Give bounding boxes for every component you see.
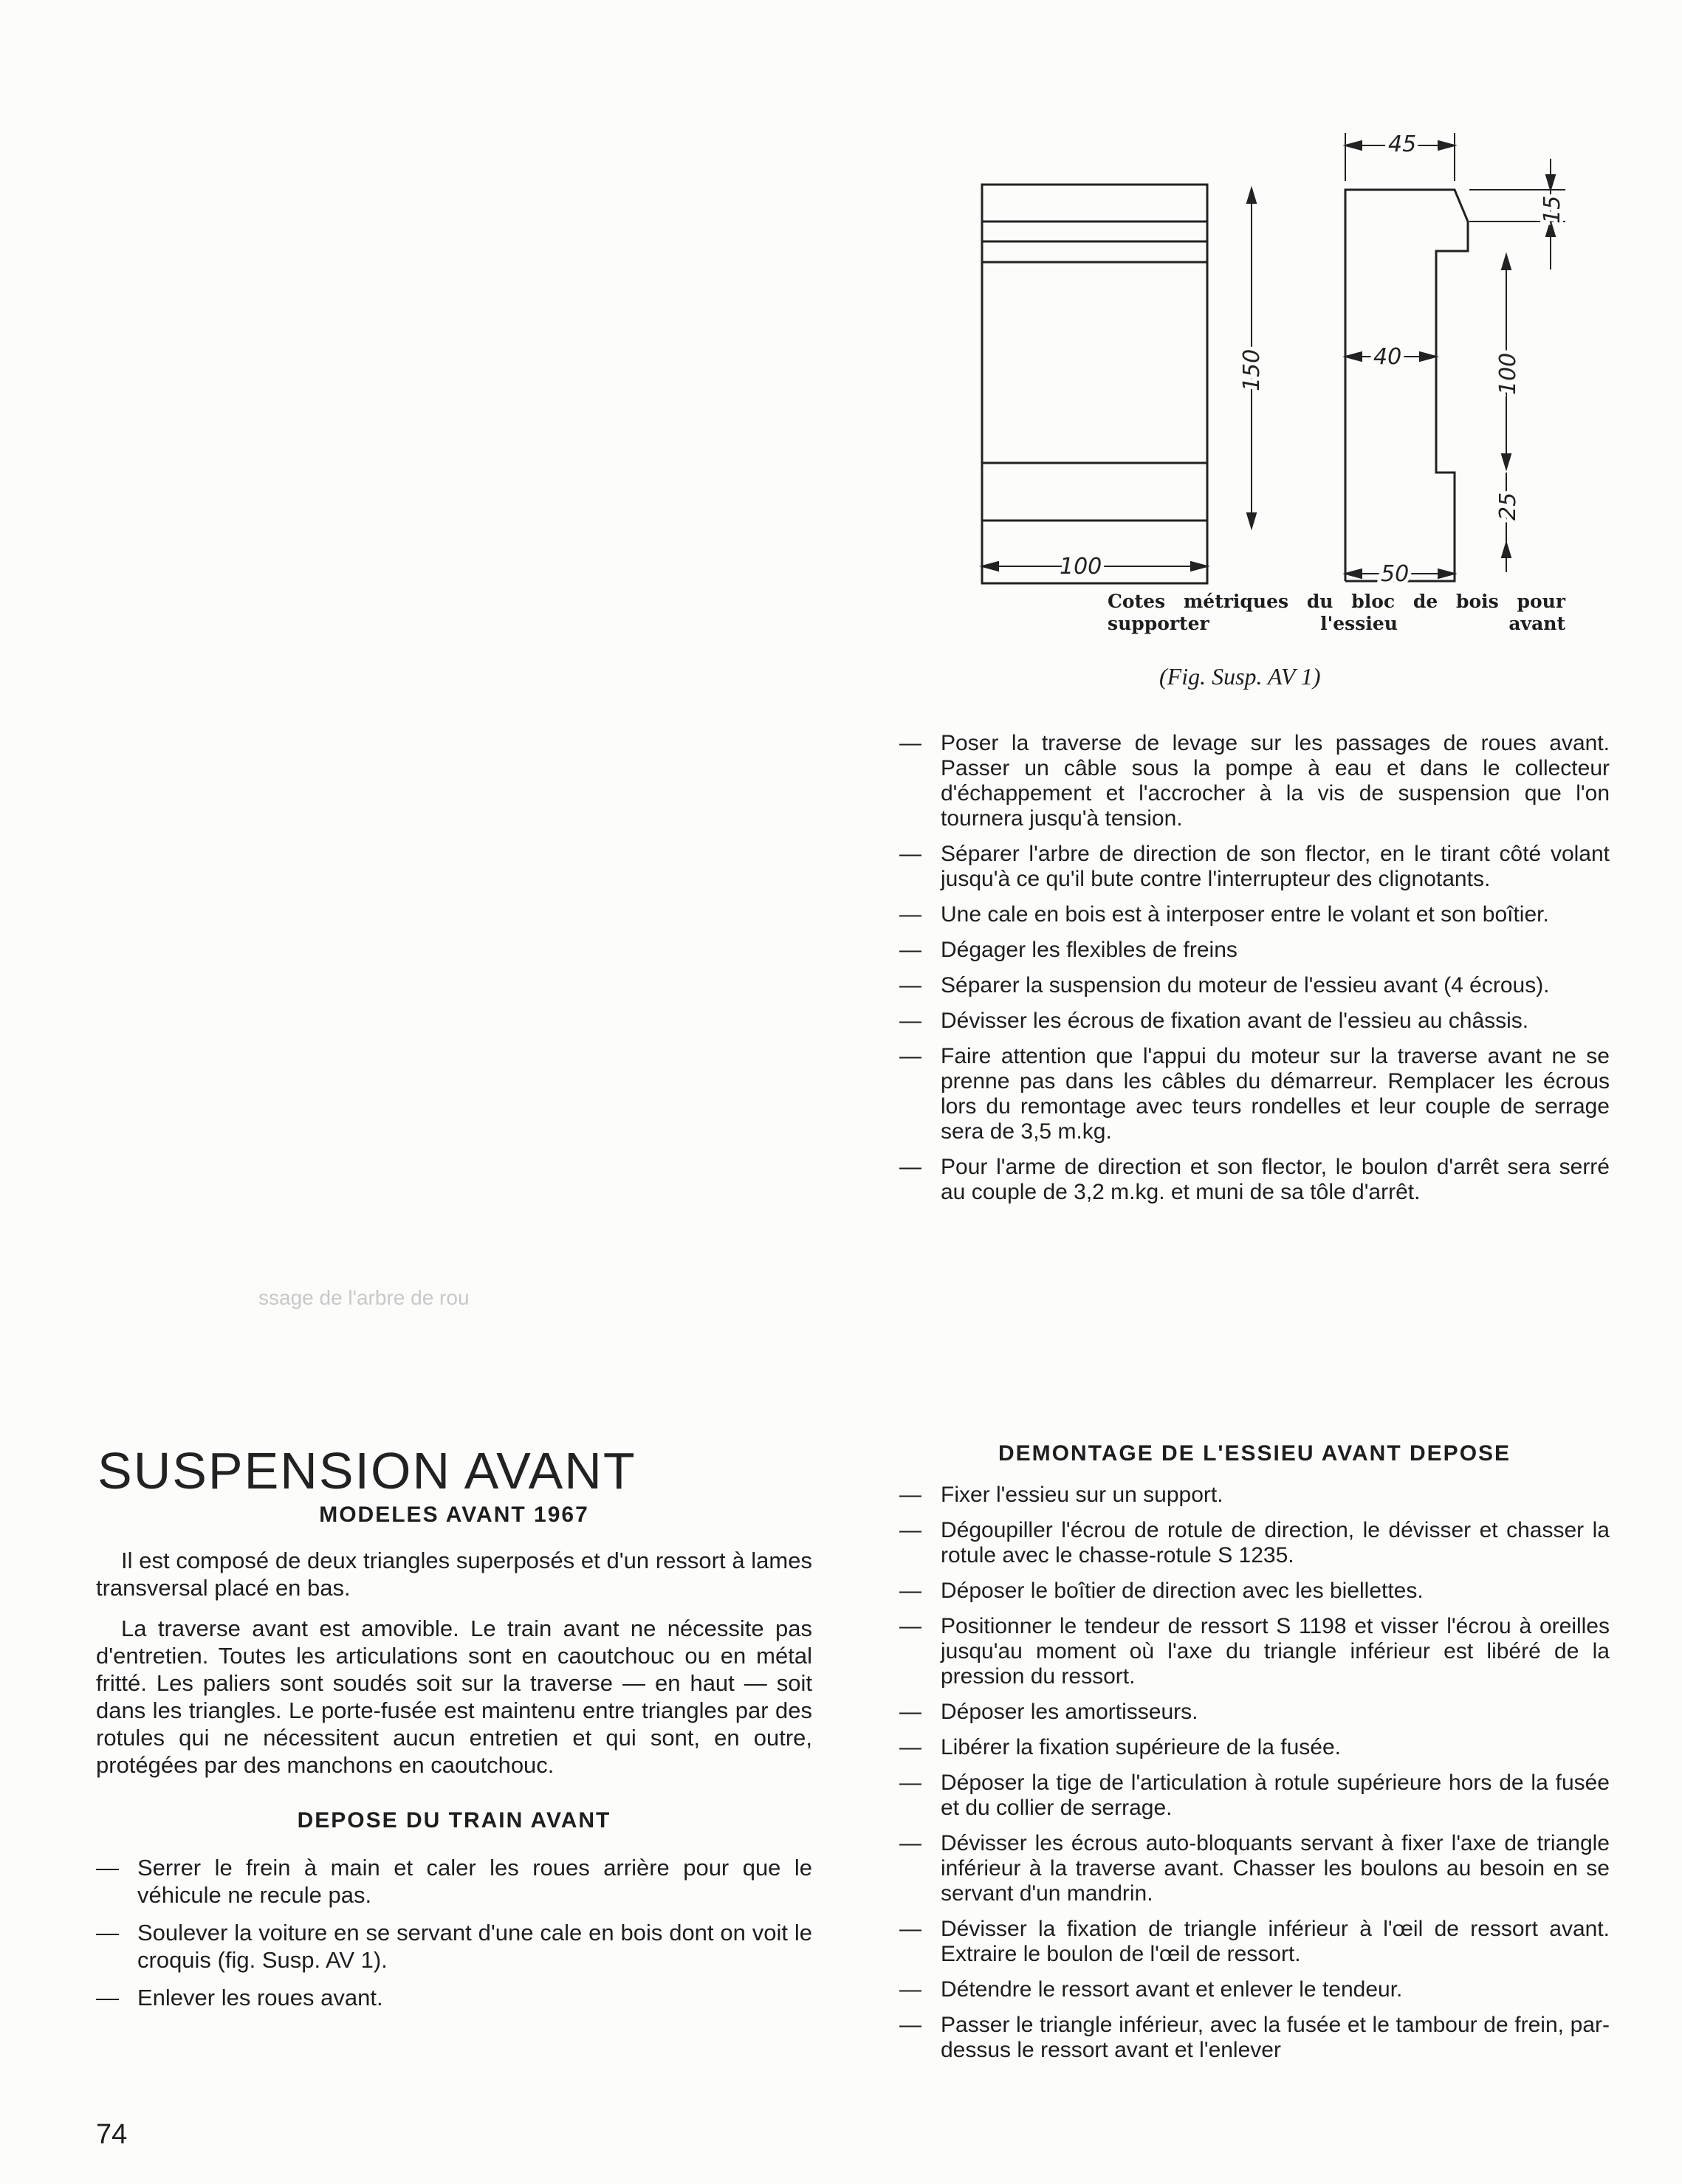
list-item: — Passer le triangle inférieur, avec la fusée et le tambour de frein, par-dessus le ressort avant et l'enlever — [899, 2013, 1610, 2062]
list-item: — Positionner le tendeur de ressort S 1198 et visser l'écrou à oreilles jusqu'au moment où l'axe du triangle inférieur est libéré de la pression du ressort. — [899, 1614, 1610, 1689]
list-item: — Séparer l'arbre de direction de son flector, en le tirant côté volant jusqu'à ce qu'il bute contre l'interrupteur des clignotants. — [899, 842, 1610, 891]
list-item: — Dévisser les écrous de fixation avant de l'essieu au châssis. — [899, 1009, 1529, 1033]
list-item: — Enlever les roues avant. — [96, 1985, 383, 2010]
list-item: — Faire attention que l'appui du moteur sur la traverse avant ne se prenne pas dans les câbles du démarreur. Remplacer les écrous lors du remontage avec teurs rondelles et leur couple de serrage sera de 3,5 m.kg. — [899, 1044, 1610, 1144]
list-item: — Poser la traverse de levage sur les passages de roues avant. Passer un câble sous la pompe à eau et dans le collecteur d'échappement et l'accrocher à la vis de suspension que l'on tournera jusqu'à tension. — [899, 731, 1610, 831]
list-item: — Serrer le frein à main et caler les roues arrière pour que le véhicule ne recule pas. — [96, 1855, 812, 1908]
list-item: — Séparer la suspension du moteur de l'essieu avant (4 écrous). — [899, 973, 1550, 997]
figure-caption: Cotes métriques du bloc de bois pour supporter l'essieu avant — [1108, 591, 1565, 634]
list-item: — Dévisser la fixation de triangle inférieur à l'œil de ressort avant. Extraire le boulon de l'œil de ressort. — [899, 1917, 1610, 1966]
dim-100-horizontal: 100 — [1060, 554, 1102, 580]
list-item: — Dévisser les écrous auto-bloquants servant à fixer l'axe de triangle inférieur à la traverse avant. Chasser les boulons au besoin en se servant d'un mandrin. — [899, 1831, 1610, 1906]
wood-block-diagram — [960, 129, 1580, 594]
list-item: — Fixer l'essieu sur un support. — [899, 1483, 1223, 1507]
bleed-through-text: ssage de l'arbre de rou — [258, 1286, 470, 1309]
list-item: — Déposer le boîtier de direction avec les biellettes. — [899, 1579, 1424, 1603]
list-item: — Une cale en bois est à interposer entre le volant et son boîtier. — [899, 902, 1549, 927]
demontage-heading: DEMONTAGE DE L'ESSIEU AVANT DEPOSE — [998, 1441, 1511, 1466]
paragraph: La traverse avant est amovible. Le train avant ne nécessite pas d'entretien. Toutes les articulations sont en caoutchouc ou en métal fritté. Les paliers sont soudés soit sur la traverse — en haut — soit dans les triangles. Le porte-fusée est maintenu entre triangles par des rotules qui ne nécessitent aucun entretien et qui sont, en outre, protégées par des manchons en caoutchouc. — [96, 1615, 812, 1778]
list-item: — Dégoupiller l'écrou de rotule de direction, le dévisser et chasser la rotule avec le chasse-rotule S 1235. — [899, 1518, 1610, 1567]
list-item: — Déposer la tige de l'articulation à rotule supérieure hors de la fusée et du collier de serrage. — [899, 1771, 1610, 1820]
paragraph: Il est composé de deux triangles superposés et d'un ressort à lames transversal placé en bas. — [96, 1548, 812, 1601]
dim-150: 150 — [1239, 348, 1265, 391]
list-item: — Dégager les flexibles de freins — [899, 938, 1238, 962]
dim-40: 40 — [1373, 344, 1402, 370]
list-item: — Détendre le ressort avant et enlever le tendeur. — [899, 1977, 1403, 2002]
right-column-steps — [899, 731, 1610, 1215]
depose-heading: DEPOSE DU TRAIN AVANT — [297, 1808, 611, 1833]
list-item: — Soulever la voiture en se servant d'une cale en bois dont on voit le croquis (fig. Susp. AV 1). — [96, 1920, 812, 1973]
dimension-lines — [982, 133, 1565, 580]
demontage-section — [899, 1441, 1610, 2073]
list-item: — Libérer la fixation supérieure de la fusée. — [899, 1735, 1341, 1759]
page-number: 74 — [96, 2119, 128, 2150]
section-title: SUSPENSION AVANT — [97, 1441, 636, 1500]
dim-25: 25 — [1495, 492, 1521, 521]
left-column — [96, 1503, 812, 2022]
list-item: — Déposer les amortisseurs. — [899, 1700, 1198, 1724]
figure-reference: (Fig. Susp. AV 1) — [1159, 663, 1321, 690]
dim-100-vertical: 100 — [1495, 352, 1521, 395]
list-item: — Pour l'arme de direction et son flector, le boulon d'arrêt sera serré au couple de 3,2 m.kg. et muni de sa tôle d'arrêt. — [899, 1155, 1610, 1204]
dim-15: 15 — [1539, 195, 1565, 224]
dim-50: 50 — [1381, 561, 1410, 587]
side-view — [1345, 190, 1468, 581]
models-heading: MODELES AVANT 1967 — [319, 1503, 589, 1527]
dim-45: 45 — [1388, 131, 1417, 157]
front-view — [982, 185, 1207, 583]
